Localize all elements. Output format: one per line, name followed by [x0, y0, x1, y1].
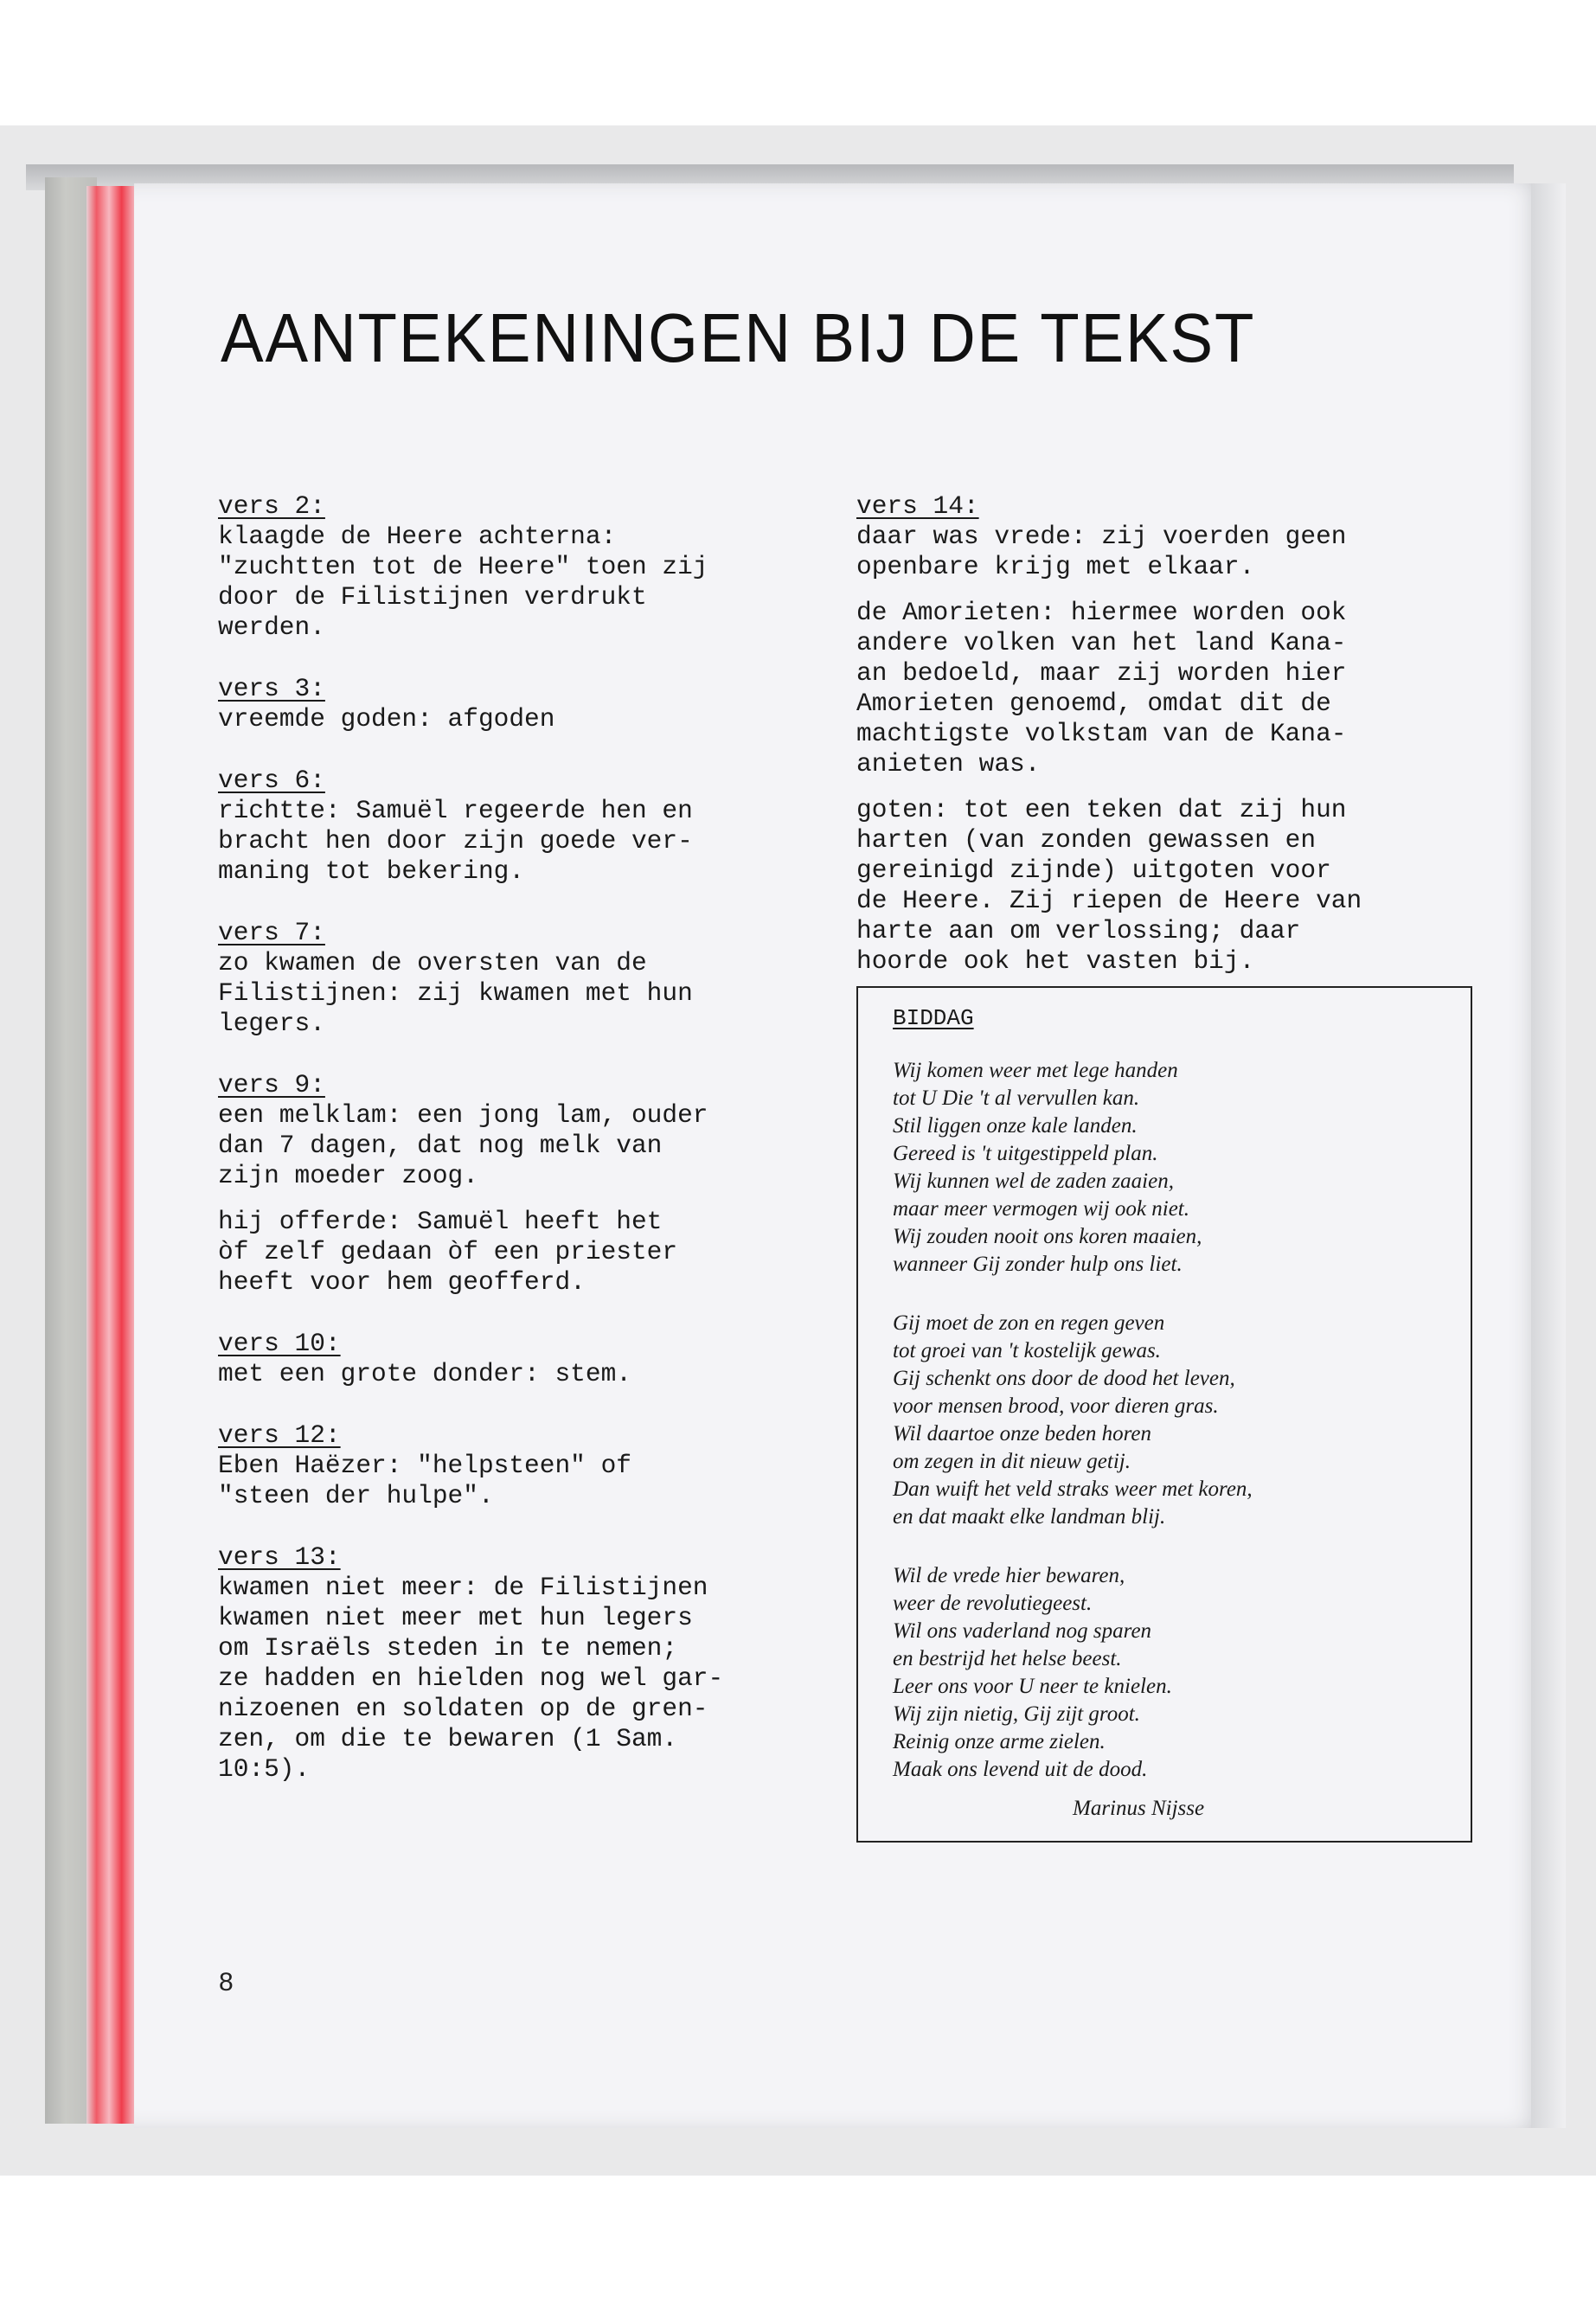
note-text: goten: tot een teken dat zij hun harten (van zonden gewassen en gereinigd zijnde) uitgoten voor de Heere. Zij riepen de Heere van harte aan om verlossing; daar hoorde ook het vasten bij.	[856, 795, 1362, 976]
prayer-stanza: Wil de vrede hier bewaren, weer de revolutiegeest. Wil ons vaderland nog sparen en bestrijd het helse beest. Leer ons voor U neer te knielen. Wij zijn nietig, Gij zijt groot. Reinig onze arme zielen. Maak ons levend uit de dood.	[893, 1564, 1172, 1781]
verse-label: vers 6:	[218, 766, 325, 795]
verse-label: vers 3:	[218, 674, 325, 703]
note-text: richtte: Samuël regeerde hen en bracht hen door zijn goede ver- maning tot bekering.	[218, 796, 693, 886]
page-right-edge	[1531, 183, 1566, 2128]
verse-label: vers 14:	[856, 491, 979, 521]
prayer-title: BIDDAG	[893, 1005, 974, 1031]
prayer-author: Marinus Nijsse	[1073, 1797, 1205, 1820]
prayer-stanza: Gij moet de zon en regen geven tot groei van 't kostelijk gewas. Gij schenkt ons door de dood het leven, voor mensen brood, voor dieren gras. Wil daartoe onze beden horen om zegen in dit nieuw getij. Dan wuift het veld straks weer met koren, en dat maakt elke landman blij.	[893, 1311, 1253, 1529]
note-text: een melklam: een jong lam, ouder dan 7 dagen, dat nog melk van zijn moeder zoog.	[218, 1100, 708, 1190]
note-vers-2	[218, 491, 841, 643]
verse-label: vers 12:	[218, 1420, 341, 1450]
note-vers-7	[218, 918, 841, 1039]
note-text: daar was vrede: zij voerden geen openbare krijg met elkaar.	[856, 522, 1347, 581]
note-text: klaagde de Heere achterna: "zuchtten tot de Heere" toen zij door de Filistijnen verdrukt werden.	[218, 522, 708, 642]
prayer-stanza: Wij komen weer met lege handen tot U Die 't al vervullen kan. Stil liggen onze kale landen. Gereed is 't uitgestippeld plan. Wij kunnen wel de zaden zaaien, maar meer vermogen wij ook niet. Wij zouden nooit ons koren maaien, wanneer Gij zonder hulp ons liet.	[893, 1059, 1202, 1276]
red-page-edges	[87, 186, 137, 2124]
notes-left-column	[218, 491, 841, 1816]
verse-label: vers 10:	[218, 1329, 341, 1358]
note-text: de Amorieten: hiermee worden ook andere volken van het land Kana- an bedoeld, maar zij worden hier Amorieten genoemd, omdat dit de machtigste volkstam van de Kana- anieten was.	[856, 598, 1347, 779]
note-vers-12	[218, 1420, 841, 1511]
verse-label: vers 9:	[218, 1070, 325, 1099]
page-number: 8	[219, 1968, 234, 1997]
note-vers-9	[218, 1070, 841, 1298]
verse-label: vers 7:	[218, 918, 325, 947]
note-text: Eben Haëzer: "helpsteen" of "steen der hulpe".	[218, 1451, 631, 1510]
prayer-box	[856, 986, 1472, 1843]
note-vers-3	[218, 674, 841, 734]
page-title: AANTEKENINGEN BIJ DE TEKST	[221, 299, 1256, 376]
verse-label: vers 13:	[218, 1542, 341, 1572]
note-text: kwamen niet meer: de Filistijnen kwamen niet meer met hun legers om Israëls steden in te nemen; ze hadden en hielden nog wel gar- nizoenen en soldaten op de gren- zen, om die te bewaren (1 Sam. 10:5).	[218, 1573, 724, 1784]
note-vers-10	[218, 1329, 841, 1389]
notes-right-column	[856, 491, 1462, 977]
note-text: vreemde goden: afgoden	[218, 704, 555, 734]
note-text: met een grote donder: stem.	[218, 1359, 631, 1388]
note-vers-6	[218, 766, 841, 887]
note-vers-13	[218, 1542, 841, 1785]
note-text: hij offerde: Samuël heeft het òf zelf gedaan òf een priester heeft voor hem geofferd.	[218, 1207, 678, 1297]
verse-label: vers 2:	[218, 491, 325, 521]
note-text: zo kwamen de oversten van de Filistijnen: zij kwamen met hun legers.	[218, 948, 693, 1038]
